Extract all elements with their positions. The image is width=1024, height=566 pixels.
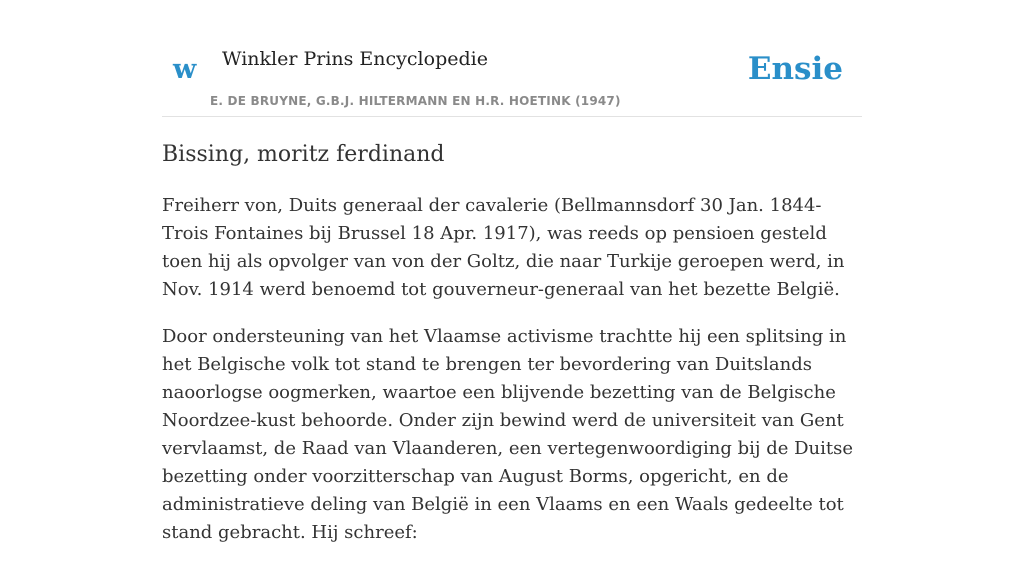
article-paragraph: Freiherr von, Duits generaal der cavalerie (Bellmannsdorf 30 Jan. 1844-Trois Fontaines bij Brussel 18 Apr. 1917), was reeds op pensioen gesteld toen hij als opvolger van von der Goltz, die naar Turkije geroepen werd, in Nov. 1914 werd benoemd tot gouverneur-generaal van het bezette België. bbox=[162, 195, 845, 300]
source-title[interactable]: Winkler Prins Encyclopedie bbox=[222, 48, 488, 70]
ensie-logo[interactable]: Ensie bbox=[747, 51, 843, 87]
source-authors: E. DE BRUYNE, G.B.J. HILTERMANN EN H.R. HOETINK (1947) bbox=[210, 94, 621, 108]
winkler-prins-logo-icon[interactable]: w bbox=[173, 54, 197, 85]
article-title: Bissing, moritz ferdinand bbox=[162, 142, 445, 167]
article-paragraph: Door ondersteuning van het Vlaamse activisme trachtte hij een splitsing in het Belgische volk tot stand te brengen ter bevordering van Duitslands naoorlogse oogmerken, waartoe een blijvende bezetting van de Belgische Noordzee-kust behoorde. Onder zijn bewind werd de universiteit van Gent vervlaamst, de Raad van Vlaanderen, een vertegenwoordiging bij de Duitse bezetting onder voorzitterschap van August Borms, opgericht, en de administratieve deling van België in een Vlaams en een Waals gedeelte tot stand gebracht. Hij schreef: bbox=[162, 326, 854, 543]
source-header bbox=[162, 0, 862, 117]
article-body bbox=[162, 192, 862, 566]
